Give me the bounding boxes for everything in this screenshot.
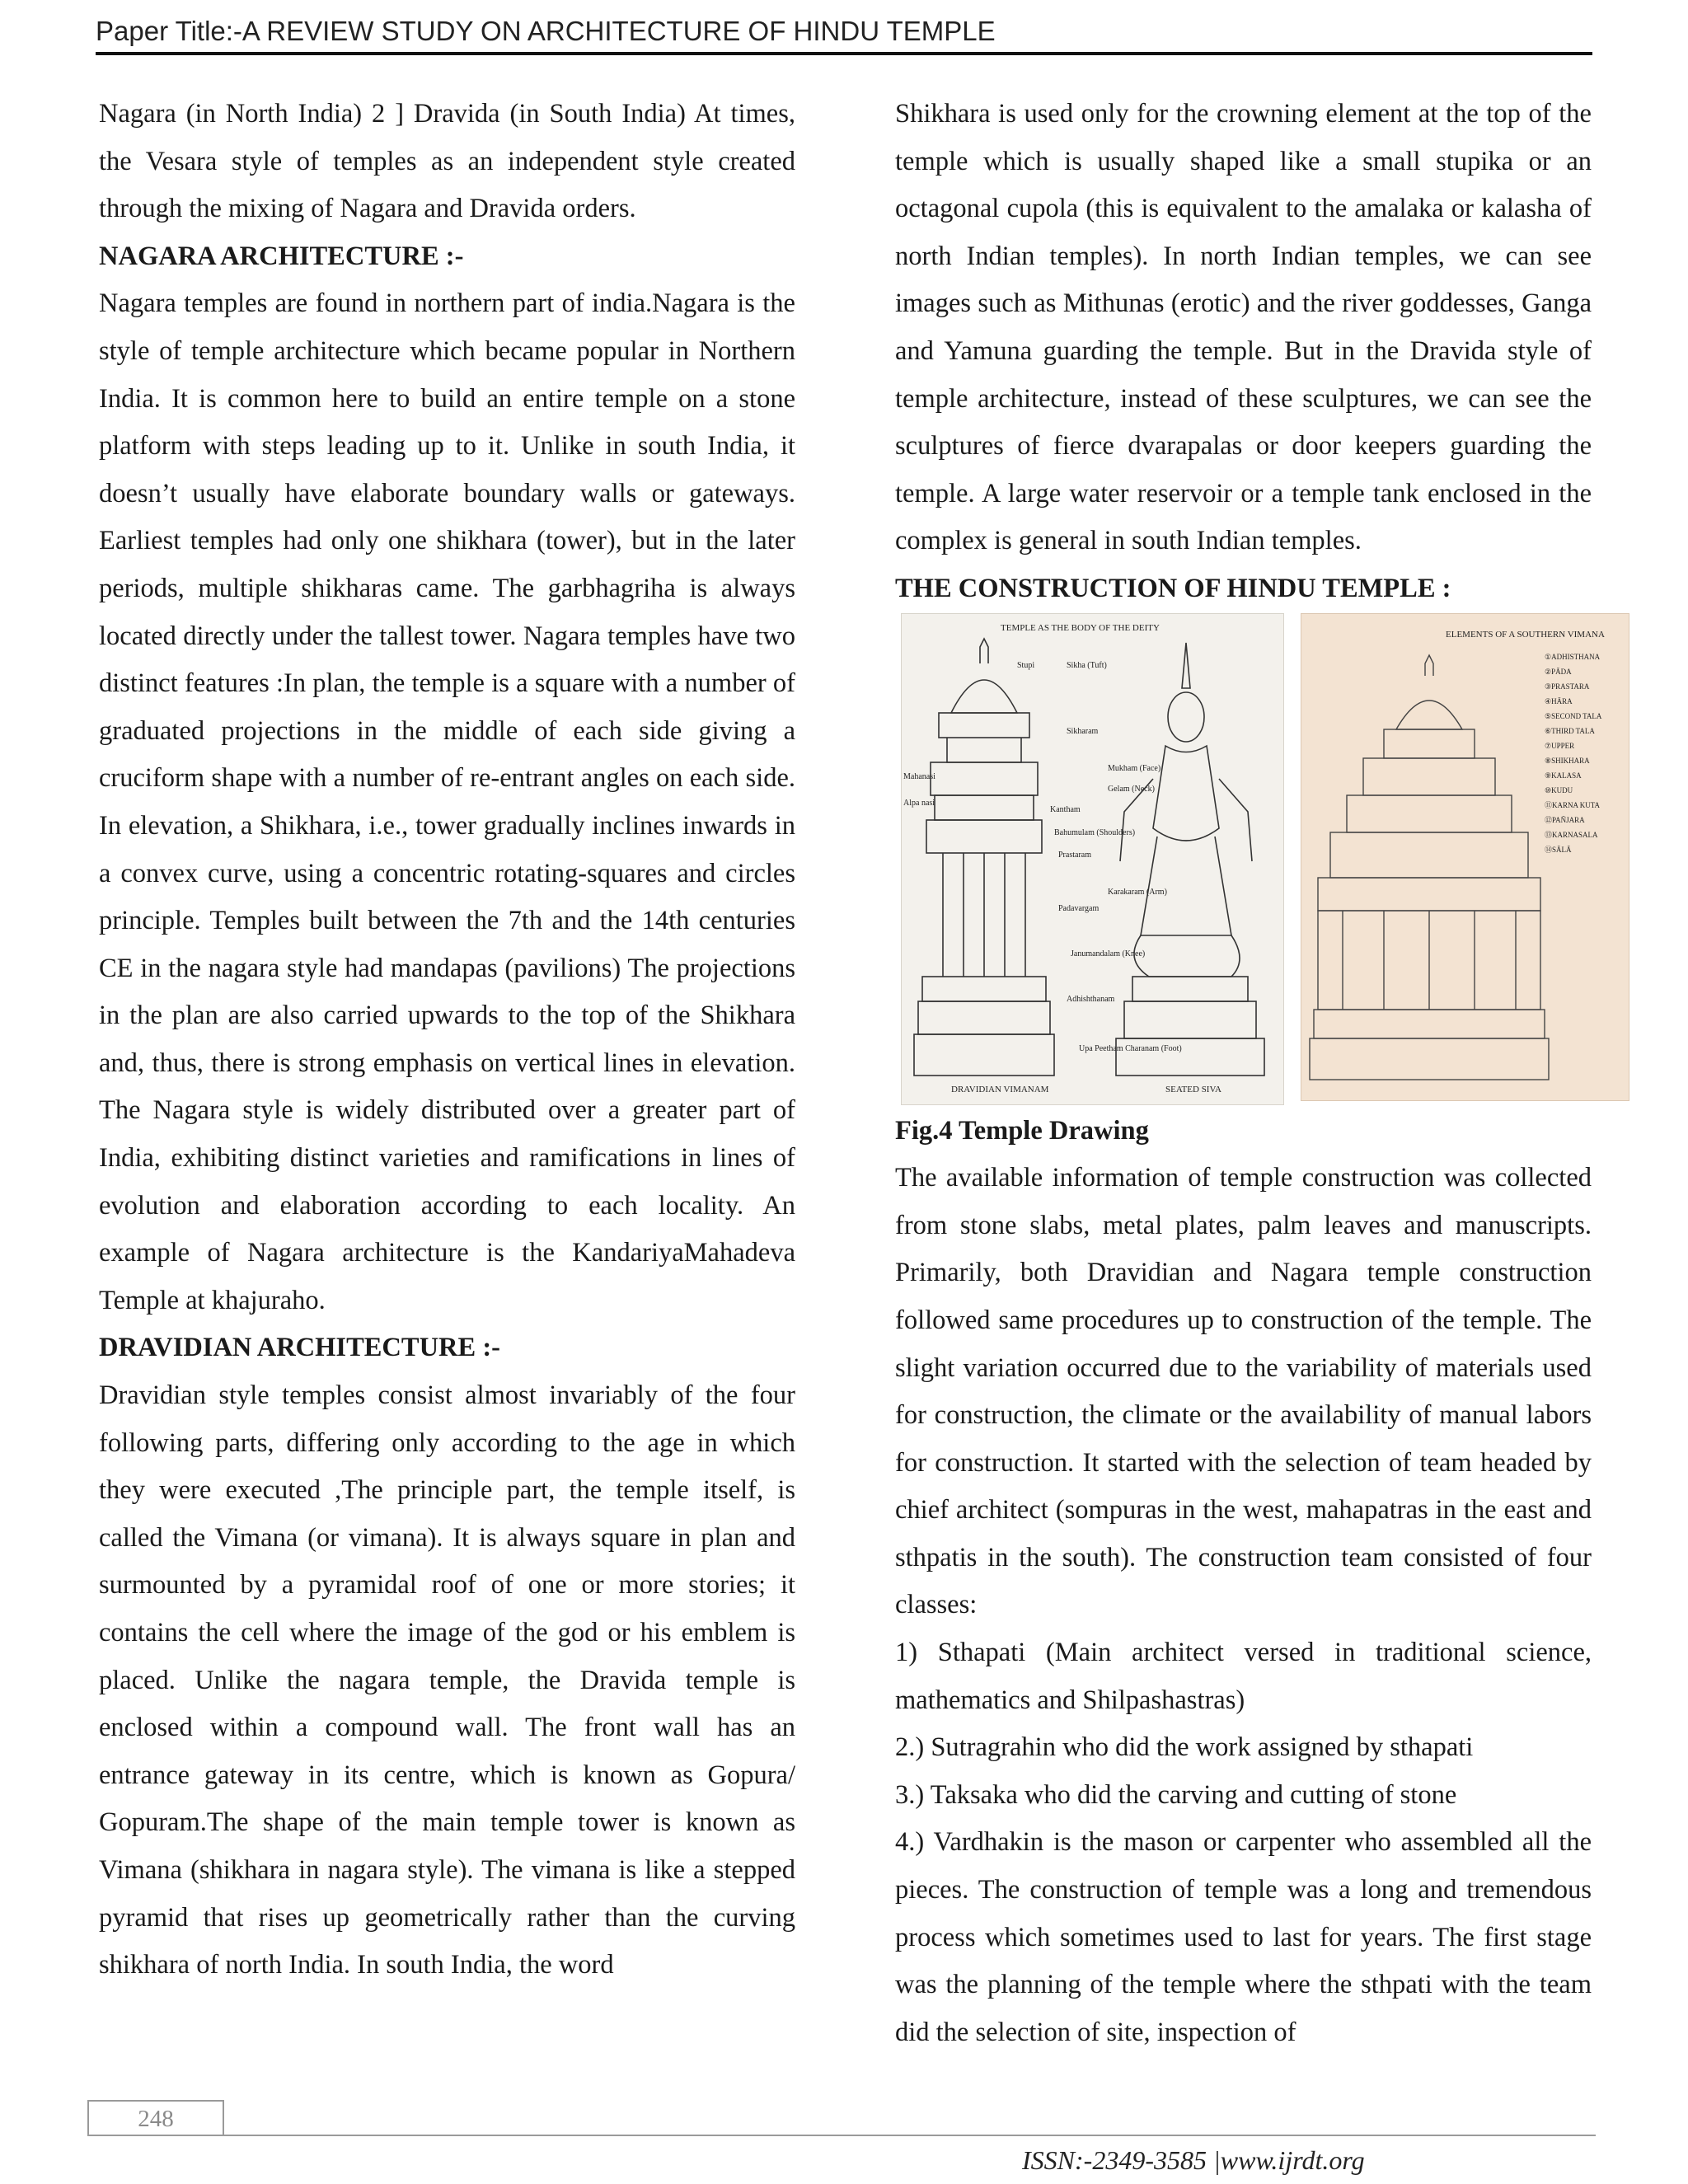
dravidian-paragraph: Dravidian style temples consist almost invariably of the four following parts, differing only according to the age in which they were executed ,The principle part, the temple itself, is called the Vimana (or vimana). It is always square in plan and surmounted by a pyramidal roof of one or more stories; it contains the cell where the image of the god or his emblem is placed. Unlike the nagara temple, the Dravida temple is enclosed within a compound wall. The front wall has an entrance gateway in its centre, which is known as Gopura/ Gopuram.The shape of the main temple tower is known as Vimana (shikhara in nagara style). The vimana is like a stepped pyramid that rises up geometrically rather than the curving shikhara of north India. In south India, the word bbox=[99, 1380, 795, 1980]
label-prastaram: Prastaram bbox=[1058, 850, 1091, 860]
label-sikharam: Sikharam bbox=[1067, 726, 1099, 736]
svg-text:⑥THIRD TALA: ⑥THIRD TALA bbox=[1545, 726, 1595, 735]
southern-vimana-drawing bbox=[1301, 614, 1629, 1100]
nagara-heading: NAGARA ARCHITECTURE :- bbox=[99, 241, 464, 271]
label-sikha: Sikha (Tuft) bbox=[1067, 660, 1107, 670]
footer-rule bbox=[87, 2135, 1596, 2136]
dravidian-heading: DRAVIDIAN ARCHITECTURE :- bbox=[99, 1333, 500, 1363]
svg-text:④HĀRA: ④HĀRA bbox=[1545, 696, 1573, 705]
svg-text:⑦UPPER: ⑦UPPER bbox=[1545, 741, 1575, 750]
construction-paragraph: The available information of temple construction was collected from stone slabs, metal plates, palm leaves and manuscripts. Primarily, both Dravidian and Nagara temple construction followed same procedures up to construction of the temple. The slight variation occurred due to the variability of materials used for construction, the climate or the availability of manual labors for construction. It started with the selection of team headed by chief architect (sompuras in the west, mahapatras in the east and sthpatis in the south). The construction team consisted of four classes: bbox=[895, 1163, 1592, 1620]
svg-text:③PRASTARA: ③PRASTARA bbox=[1545, 682, 1590, 691]
page-number: 248 bbox=[87, 2100, 224, 2136]
label-adhishthanam: Adhishthanam bbox=[1067, 994, 1115, 1004]
temple-figure bbox=[895, 613, 1605, 1108]
fig-left-title: TEMPLE AS THE BODY OF THE DEITY bbox=[1001, 622, 1160, 633]
svg-text:⑭SĀLĀ: ⑭SĀLĀ bbox=[1545, 845, 1572, 854]
issn-website: ISSN:-2349-3585 |www.ijrdt.org bbox=[1022, 2145, 1365, 2175]
left-column bbox=[99, 91, 795, 1990]
nagara-paragraph: Nagara temples are found in northern part of india.Nagara is the style of temple architecture which became popular in Northern India. It is common here to build an entire temple on a stone platform with steps leading up to it. Unlike in south India, it doesn’t usually have elaborate boundary walls or gateways. Earliest temples had only one shikhara (tower), but in the later periods, multiple shikharas came. The garbhagriha is always located directly under the tallest tower. Nagara temples have two distinct features :In plan, the temple is a square with a number of graduated projections in the middle of each side giving a cruciform shape with a number of re-entrant angles on each side. In elevation, a Shikhara, i.e., tower gradually inclines inwards in a convex curve, using a concentric rotating-squares and circles principle. Temples built between the 7th and the 14th centuries CE in the nagara style had mandapas (pavilions) The projections in the plan are also carried upwards to the top of the Shikhara and, thus, there is strong emphasis on vertical lines in elevation. The Nagara style is widely distributed over a greater part of India, exhibiting distinct varieties and ramifications in lines of evolution and elaboration according to each locality. An example of Nagara architecture is the KandariyaMahadeva Temple at khajuraho. bbox=[99, 288, 795, 1315]
dravidian-vimanam-drawing bbox=[902, 614, 1283, 1104]
label-gelam: Gelam (Neck) bbox=[1108, 784, 1155, 794]
label-mukham: Mukham (Face) bbox=[1108, 763, 1161, 773]
right-column bbox=[895, 91, 1605, 2056]
intro-paragraph: Nagara (in North India) 2 ] Dravida (in South India) At times, the Vesara style of temples as an independent style created through the mixing of Nagara and Dravida orders. bbox=[99, 99, 795, 224]
svg-text:⑩KUDU: ⑩KUDU bbox=[1545, 785, 1573, 794]
svg-text:⑨KALASA: ⑨KALASA bbox=[1545, 771, 1582, 780]
svg-text:②PĀDA: ②PĀDA bbox=[1545, 667, 1572, 676]
construction-heading: THE CONSTRUCTION OF HINDU TEMPLE : bbox=[895, 573, 1451, 603]
list-item-sutragrahin: 2.) Sutragrahin who did the work assigned by sthapati bbox=[895, 1732, 1474, 1763]
svg-text:⑧SHIKHARA: ⑧SHIKHARA bbox=[1545, 756, 1590, 765]
list-item-taksaka: 3.) Taksaka who did the carving and cutting of stone bbox=[895, 1779, 1457, 1810]
label-alpa-nasi: Alpa nasi bbox=[903, 798, 935, 808]
header-rule bbox=[96, 52, 1592, 55]
label-kantham: Kantham bbox=[1050, 804, 1081, 814]
svg-text:⑬KARNASALA: ⑬KARNASALA bbox=[1545, 830, 1598, 839]
label-karakaram: Karakaram (Arm) bbox=[1108, 887, 1167, 897]
label-padavargam: Padavargam bbox=[1058, 903, 1100, 913]
svg-text:①ADHISTHANA: ①ADHISTHANA bbox=[1545, 652, 1601, 661]
label-upa-peetham: Upa Peetham Charanam (Foot) bbox=[1079, 1043, 1182, 1053]
figure-panel-deity-body bbox=[901, 613, 1284, 1105]
label-stupi: Stupi bbox=[1017, 660, 1035, 670]
running-title: Paper Title:-A REVIEW STUDY ON ARCHITECTURE OF HINDU TEMPLE bbox=[96, 16, 996, 46]
list-item-sthapati: 1) Sthapati (Main architect versed in traditional science, mathematics and Shilpashastras) bbox=[895, 1638, 1592, 1715]
svg-text:⑪KARNA KUTA: ⑪KARNA KUTA bbox=[1545, 800, 1601, 809]
figure-caption: Fig.4 Temple Drawing bbox=[895, 1115, 1149, 1146]
svg-text:⑫PAÑJARA: ⑫PAÑJARA bbox=[1545, 815, 1585, 824]
continuation-paragraph: Shikhara is used only for the crowning element at the top of the temple which is usually shaped like a small stupika or an octagonal cupola (this is equivalent to the amalaka or kalasha of north Indian temples). In north Indian temples, we can see images such as Mithunas (erotic) and the river goddesses, Ganga and Yamuna guarding the temple. But in the Dravida style of temple architecture, instead of these sculptures, we can see the sculptures of fierce dvarapalas or door keepers guarding the temple. A large water reservoir or a temple tank enclosed in the complex is general in south Indian temples. bbox=[895, 99, 1592, 556]
svg-text:⑤SECOND TALA: ⑤SECOND TALA bbox=[1545, 711, 1602, 720]
figure-panel-southern-vimana bbox=[1301, 613, 1629, 1101]
label-dravidian-vimanam: DRAVIDIAN VIMANAM bbox=[951, 1084, 1049, 1094]
label-bahumulam: Bahumulam (Shoulders) bbox=[1054, 827, 1136, 837]
label-mahanasi: Mahanasi bbox=[903, 771, 935, 781]
label-seated-siva: SEATED SIVA bbox=[1165, 1084, 1221, 1094]
closing-paragraph: 4.) Vardhakin is the mason or carpenter who assembled all the pieces. The construction of temple was a long and tremendous process which sometimes used to last for years. The first stage was the planning of the temple where the sthpati with the team did the selection of site, inspection of bbox=[895, 1827, 1592, 2047]
label-janumandalam: Janumandalam (Knee) bbox=[1071, 949, 1146, 958]
fig-right-title: ELEMENTS OF A SOUTHERN VIMANA bbox=[1446, 629, 1605, 640]
